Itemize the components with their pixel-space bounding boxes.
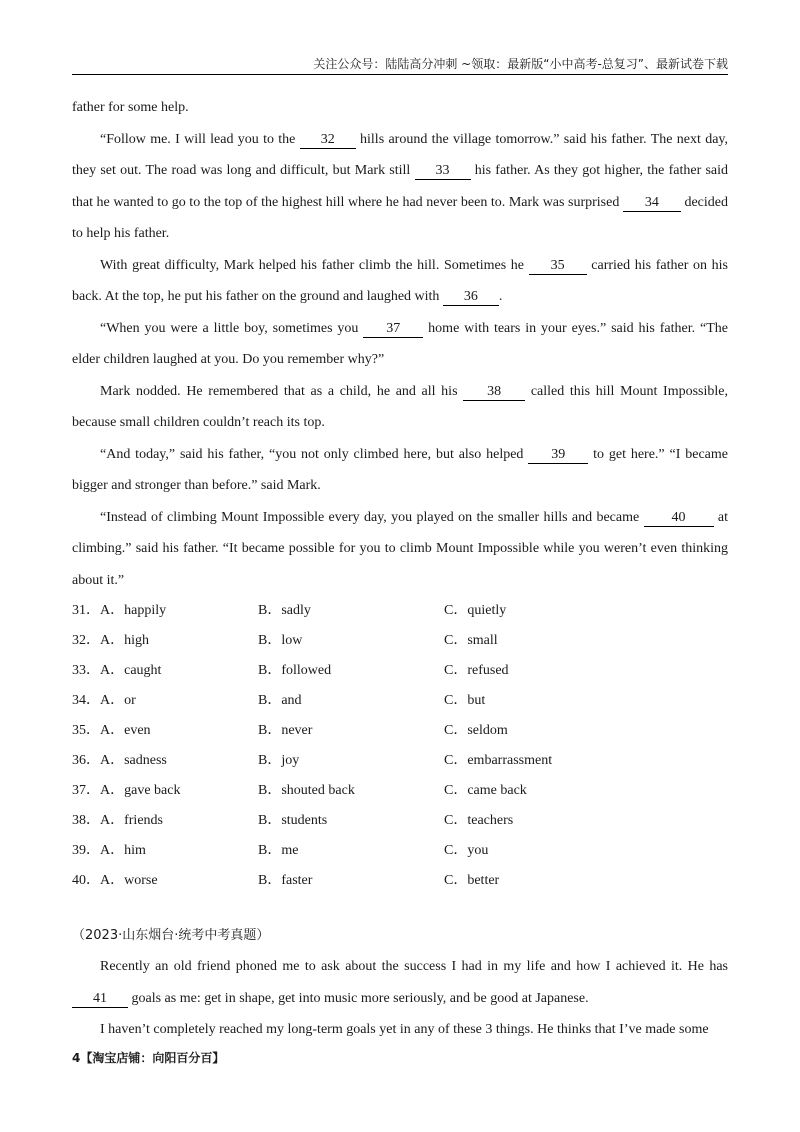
paragraph-6	[72, 502, 728, 597]
text-run: at climbing.” said his father. “It became possible for you to climb Mount Impossible while you weren’t even thinking about it.”	[72, 509, 728, 588]
option-c: C．quietly	[444, 603, 507, 618]
option-row	[72, 596, 728, 626]
paragraph-8: I haven’t completely reached my long-term goals yet in any of these 3 things. He thinks that I’ve made some	[100, 1022, 709, 1037]
text-run: decided to help his father.	[72, 194, 728, 241]
text-run: “Follow me. I will lead you to the	[100, 131, 300, 147]
options-list	[72, 596, 728, 896]
option-c: C．better	[444, 873, 500, 888]
text-run: With great difficulty, Mark helped his father climb the hill. Sometimes he	[100, 257, 529, 273]
text-run: home with tears in your eyes.” said his father. “The elder children laughed at you. Do you remember why?”	[72, 320, 728, 367]
paragraph-5	[72, 439, 728, 502]
exam-source: （2023·山东烟台·统考中考真题）	[72, 928, 270, 943]
option-row	[72, 806, 728, 836]
paragraph-4	[72, 376, 728, 439]
blank-32: 32	[300, 132, 356, 149]
option-b: B．faster	[258, 873, 313, 888]
page-footer: 4【淘宝店铺：向阳百分百】	[72, 1051, 225, 1065]
page-header	[72, 56, 728, 75]
paragraph-7	[72, 951, 728, 1014]
blank-38: 38	[463, 384, 525, 401]
option-c: C．but	[444, 693, 486, 708]
option-a: 36．A．sadness	[72, 753, 167, 768]
option-row	[72, 776, 728, 806]
option-a: 31．A．happily	[72, 603, 167, 618]
option-a: 37．A．gave back	[72, 783, 181, 798]
option-row	[72, 746, 728, 776]
option-b: B．low	[258, 633, 303, 648]
option-row	[72, 716, 728, 746]
option-row	[72, 656, 728, 686]
option-b: B．me	[258, 843, 299, 858]
text-run: carried his father on his back. At the top, he put his father on the ground and laughed with	[72, 257, 728, 304]
paragraph-1	[72, 124, 728, 250]
option-b: B．never	[258, 723, 313, 738]
paragraph-3	[72, 313, 728, 376]
text-run: “Instead of climbing Mount Impossible every day, you played on the smaller hills and became	[100, 509, 644, 525]
blank-33: 33	[415, 163, 471, 180]
option-b: B．followed	[258, 663, 332, 678]
text-run: Recently an old friend phoned me to ask about the success I had in my life and how I achieved it. He has	[100, 959, 728, 974]
option-c: C．you	[444, 843, 489, 858]
blank-36: 36	[443, 289, 499, 306]
option-a: 40．A．worse	[72, 873, 158, 888]
option-a: 39．A．him	[72, 843, 146, 858]
option-a: 33．A．caught	[72, 663, 162, 678]
option-b: B．sadly	[258, 603, 311, 618]
text-run: to get here.” “I became bigger and stronger than before.” said Mark.	[72, 446, 728, 493]
text-run: called this hill Mount Impossible, because small children couldn’t reach its top.	[72, 383, 728, 430]
option-b: B．shouted back	[258, 783, 355, 798]
option-row	[72, 626, 728, 656]
blank-40: 40	[644, 510, 714, 527]
text-run: goals as me: get in shape, get into music more seriously, and be good at Japanese.	[128, 990, 589, 1006]
option-c: C．small	[444, 633, 498, 648]
option-c: C．refused	[444, 663, 509, 678]
option-row	[72, 686, 728, 716]
option-b: B．students	[258, 813, 328, 828]
passage-line-0: father for some help.	[72, 100, 189, 115]
text-run: Mark nodded. He remembered that as a child, he and all his	[100, 383, 464, 399]
option-c: C．teachers	[444, 813, 514, 828]
option-a: 32．A．high	[72, 633, 149, 648]
option-c: C．seldom	[444, 723, 508, 738]
option-a: 38．A．friends	[72, 813, 163, 828]
option-a: 35．A．even	[72, 723, 151, 738]
text-run: “When you were a little boy, sometimes you	[100, 320, 364, 336]
blank-34: 34	[623, 195, 681, 212]
option-a: 34．A．or	[72, 693, 136, 708]
blank-39: 39	[528, 447, 588, 464]
blank-35: 35	[529, 258, 587, 275]
text-run: “And today,” said his father, “you not only climbed here, but also helped	[100, 446, 529, 462]
text-run: .	[498, 289, 503, 304]
option-b: B．and	[258, 693, 302, 708]
text-run: hills around the village tomorrow.” said his father. The next day, they set out. The road was long and difficult, but Mark still	[72, 131, 728, 178]
header-text: 关注公众号：陆陆高分冲刺 ~领取：最新版“小中高考-总复习”、最新试卷下载	[313, 57, 728, 71]
blank-37: 37	[363, 321, 423, 338]
text-run: his father. As they got higher, the father said that he wanted to go to the top of the highest hill where he had never been to. Mark was surprised	[72, 163, 729, 210]
option-row	[72, 866, 728, 896]
paragraph-2	[72, 250, 728, 313]
blank-41: 41	[72, 991, 128, 1008]
option-c: C．came back	[444, 783, 527, 798]
option-row	[72, 836, 728, 866]
option-b: B．joy	[258, 753, 300, 768]
document-body	[72, 92, 728, 1046]
option-c: C．embarrassment	[444, 753, 553, 768]
